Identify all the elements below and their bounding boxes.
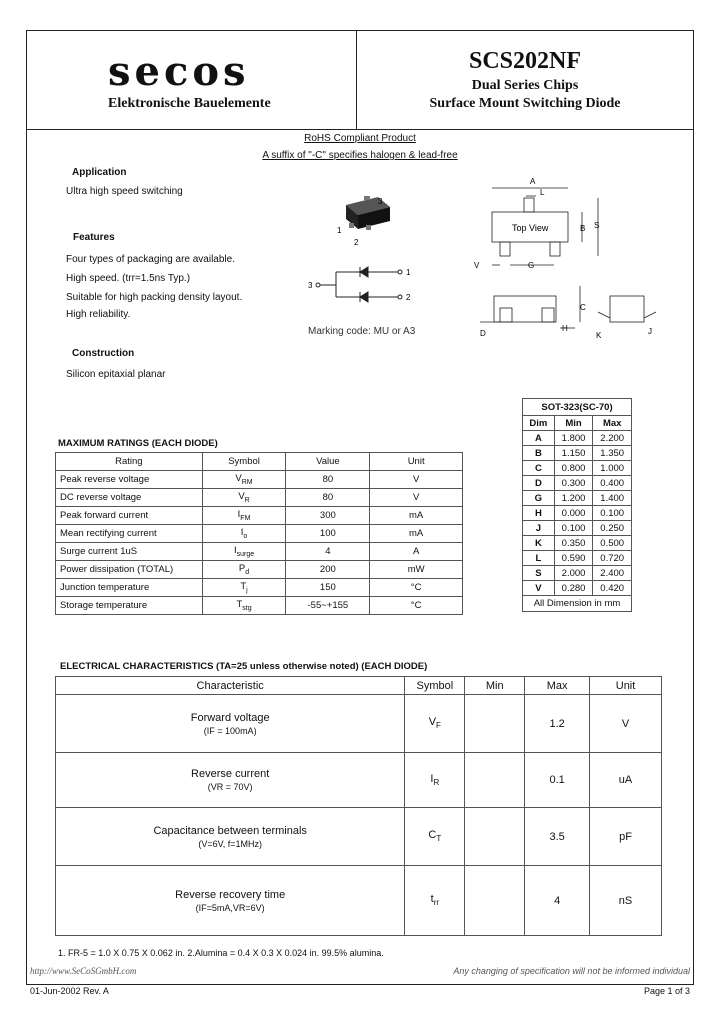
char-min [465, 695, 525, 753]
table-row [56, 471, 463, 489]
marking-code: Marking code: MU or A3 [308, 326, 416, 337]
table-header-row [56, 677, 662, 695]
table-row [56, 507, 463, 525]
rating-symbol: $T_j$ [202, 579, 286, 597]
rohs-title: RoHS Compliant Product [304, 133, 416, 144]
table-row [56, 525, 463, 543]
char-min [465, 753, 525, 808]
dim-label-B: B [580, 224, 586, 233]
pin3-label: 3 [378, 197, 383, 206]
test-condition: (VR = 70V) [207, 782, 253, 792]
dim-label-A: A [530, 177, 536, 186]
table-row [523, 506, 632, 521]
package-3d-icon [346, 196, 390, 230]
dim-letter: L [523, 551, 555, 566]
dim-max: 1.000 [593, 461, 632, 476]
rating-unit: A [370, 543, 463, 561]
rating-unit: °C [370, 597, 463, 615]
char-symbol: $t_{rr}$ [405, 866, 465, 936]
rating-value: 200 [286, 561, 370, 579]
dim-min: 1.200 [554, 491, 593, 506]
table-row [56, 753, 662, 808]
test-condition: (IF=5mA,VR=6V) [195, 902, 265, 913]
diode-schematic [316, 267, 402, 302]
dim-label-L: L [540, 188, 545, 197]
spec-change-notice: Any changing of specification will not be informed individual [453, 966, 690, 976]
table-header: Min [554, 416, 593, 431]
dim-letter: V [523, 581, 555, 596]
dim-max: 1.400 [593, 491, 632, 506]
electrical-table [55, 676, 662, 936]
construction-text: Silicon epitaxial planar [66, 369, 166, 380]
construction-heading: Construction [72, 348, 135, 359]
dim-min: 0.100 [554, 521, 593, 536]
table-row [523, 566, 632, 581]
char-symbol: $V_F$ [405, 695, 465, 753]
dim-max: 0.250 [593, 521, 632, 536]
dimension-table-footer: All Dimension in mm [523, 596, 632, 612]
char-max: 4 [525, 866, 590, 936]
dim-label-C: C [580, 303, 586, 312]
part-line-1: Dual Series Chips [471, 78, 579, 93]
table-row [523, 431, 632, 446]
dim-label-D: D [480, 329, 486, 338]
dim-min: 1.150 [554, 446, 593, 461]
top-view-label: Top View [512, 223, 549, 233]
dim-min: 0.280 [554, 581, 593, 596]
dim-max: 0.100 [593, 506, 632, 521]
char-unit: pF [590, 808, 662, 866]
characteristic: Capacitance between terminals (V=6V, f=1MHz) [56, 808, 405, 866]
rating-name: Junction temperature [56, 579, 203, 597]
dim-max: 0.720 [593, 551, 632, 566]
dim-label-J: J [648, 327, 652, 336]
application-text: Ultra high speed switching [66, 186, 183, 197]
dim-letter: K [523, 536, 555, 551]
characteristic: Reverse recovery time (IF=5mA,VR=6V) [56, 866, 405, 936]
table-header: Max [525, 677, 590, 695]
website-url[interactable]: http://www.SeCoSGmbH.com [30, 966, 137, 976]
rating-symbol: $V_R$ [202, 489, 286, 507]
test-condition: (IF = 100mA) [203, 725, 257, 736]
sch2-label: 2 [406, 293, 411, 302]
char-unit: V [590, 695, 662, 753]
dim-letter: H [523, 506, 555, 521]
rating-value: -55~+155 [286, 597, 370, 615]
dim-min: 1.800 [554, 431, 593, 446]
table-row [523, 536, 632, 551]
char-min [465, 808, 525, 866]
table-row [56, 597, 463, 615]
dim-letter: J [523, 521, 555, 536]
char-max: 1.2 [525, 695, 590, 753]
rating-unit: V [370, 471, 463, 489]
table-header: Value [286, 453, 370, 471]
rating-value: 4 [286, 543, 370, 561]
dim-letter: A [523, 431, 555, 446]
rating-value: 80 [286, 471, 370, 489]
dim-max: 1.350 [593, 446, 632, 461]
rating-name: Peak forward current [56, 507, 203, 525]
rating-unit: mA [370, 525, 463, 543]
max-ratings-table [55, 452, 463, 615]
table-header: Symbol [405, 677, 465, 695]
characteristic: Reverse current (VR = 70V) [56, 753, 405, 808]
max-ratings-title: MAXIMUM RATINGS (EACH DIODE) [58, 438, 218, 449]
dim-max: 2.400 [593, 566, 632, 581]
dim-letter: D [523, 476, 555, 491]
table-header: Dim [523, 416, 555, 431]
rating-symbol: $V_{RM}$ [202, 471, 286, 489]
dim-letter: C [523, 461, 555, 476]
table-row [523, 491, 632, 506]
rating-name: DC reverse voltage [56, 489, 203, 507]
rating-symbol: $I_{surge}$ [202, 543, 286, 561]
rating-unit: mW [370, 561, 463, 579]
electrical-title: ELECTRICAL CHARACTERISTICS (TA=25 unless otherwise noted) (EACH DIODE) [60, 661, 428, 672]
pin1-label: 1 [337, 226, 342, 235]
package-schematic [300, 185, 430, 310]
dimension-table-title: SOT-323(SC-70) [523, 399, 632, 416]
dim-max: 0.400 [593, 476, 632, 491]
table-row [56, 579, 463, 597]
table-header: Max [593, 416, 632, 431]
feature-item: Suitable for high packing density layout. [66, 292, 243, 303]
dim-label-K: K [596, 331, 602, 340]
char-symbol: $I_R$ [405, 753, 465, 808]
table-header: Rating [56, 453, 203, 471]
rating-value: 300 [286, 507, 370, 525]
company-subtitle: Elektronische Bauelemente [108, 96, 271, 111]
dim-max: 0.500 [593, 536, 632, 551]
test-condition: (V=6V, f=1MHz) [198, 838, 263, 849]
dim-label-V: V [474, 261, 480, 270]
dimension-table [522, 398, 632, 612]
dim-min: 0.590 [554, 551, 593, 566]
rating-name: Surge current 1uS [56, 543, 203, 561]
dim-min: 0.000 [554, 506, 593, 521]
table-row [523, 476, 632, 491]
rating-name: Mean rectifying current [56, 525, 203, 543]
revision-date: 01-Jun-2002 Rev. A [30, 986, 109, 996]
rating-symbol: $I_o$ [202, 525, 286, 543]
dim-letter: G [523, 491, 555, 506]
rohs-note: A suffix of "-C" specifies halogen & lead-free [262, 150, 458, 161]
sch3-label: 3 [308, 281, 313, 290]
rating-unit: °C [370, 579, 463, 597]
dim-label-H: H [562, 324, 568, 333]
table-row [523, 446, 632, 461]
table-header: Unit [590, 677, 662, 695]
rating-value: 100 [286, 525, 370, 543]
char-max: 3.5 [525, 808, 590, 866]
table-row [56, 695, 662, 753]
dim-letter: B [523, 446, 555, 461]
table-row [56, 543, 463, 561]
rating-unit: V [370, 489, 463, 507]
table-row [56, 808, 662, 866]
rating-name: Storage temperature [56, 597, 203, 615]
table-row [523, 551, 632, 566]
table-row [523, 581, 632, 596]
pin2-label: 2 [354, 238, 359, 247]
dim-min: 2.000 [554, 566, 593, 581]
table-row [523, 521, 632, 536]
char-symbol: $C_T$ [405, 808, 465, 866]
table-header: Characteristic [56, 677, 405, 695]
dim-label-S: S [594, 221, 600, 230]
company-logo: secos [108, 48, 250, 95]
table-row [56, 489, 463, 507]
rating-symbol: $T_{stg}$ [202, 597, 286, 615]
char-min [465, 866, 525, 936]
table-row [56, 561, 463, 579]
table-header: Symbol [202, 453, 286, 471]
feature-item: High reliability. [66, 309, 131, 320]
package-outline-drawing [470, 168, 670, 343]
table-header: Unit [370, 453, 463, 471]
footnotes: 1. FR-5 = 1.0 X 0.75 X 0.062 in. 2.Alumina = 0.4 X 0.3 X 0.024 in. 99.5% alumina. [58, 948, 384, 958]
char-max: 0.1 [525, 753, 590, 808]
feature-item: Four types of packaging are available. [66, 254, 235, 265]
table-row [523, 461, 632, 476]
characteristic: Forward voltage (IF = 100mA) [56, 695, 405, 753]
char-unit: nS [590, 866, 662, 936]
page-number: Page 1 of 3 [643, 986, 690, 996]
rating-value: 80 [286, 489, 370, 507]
rating-name: Power dissipation (TOTAL) [56, 561, 203, 579]
dim-min: 0.800 [554, 461, 593, 476]
table-header: Min [465, 677, 525, 695]
rating-name: Peak reverse voltage [56, 471, 203, 489]
rating-symbol: $P_d$ [202, 561, 286, 579]
char-unit: uA [590, 753, 662, 808]
dim-max: 2.200 [593, 431, 632, 446]
dim-letter: S [523, 566, 555, 581]
dim-max: 0.420 [593, 581, 632, 596]
dim-min: 0.350 [554, 536, 593, 551]
part-number: SCS202NF [468, 48, 582, 74]
application-heading: Application [72, 167, 127, 178]
dim-label-G: G [528, 261, 535, 270]
table-row [56, 866, 662, 936]
part-line-2: Surface Mount Switching Diode [429, 96, 621, 111]
header-divider [26, 129, 694, 130]
rating-value: 150 [286, 579, 370, 597]
sch1-label: 1 [406, 268, 411, 277]
table-header-row [56, 453, 463, 471]
features-heading: Features [73, 232, 115, 243]
rating-symbol: $I_{FM}$ [202, 507, 286, 525]
feature-item: High speed. (trr=1.5ns Typ.) [66, 273, 191, 284]
rating-unit: mA [370, 507, 463, 525]
dim-min: 0.300 [554, 476, 593, 491]
